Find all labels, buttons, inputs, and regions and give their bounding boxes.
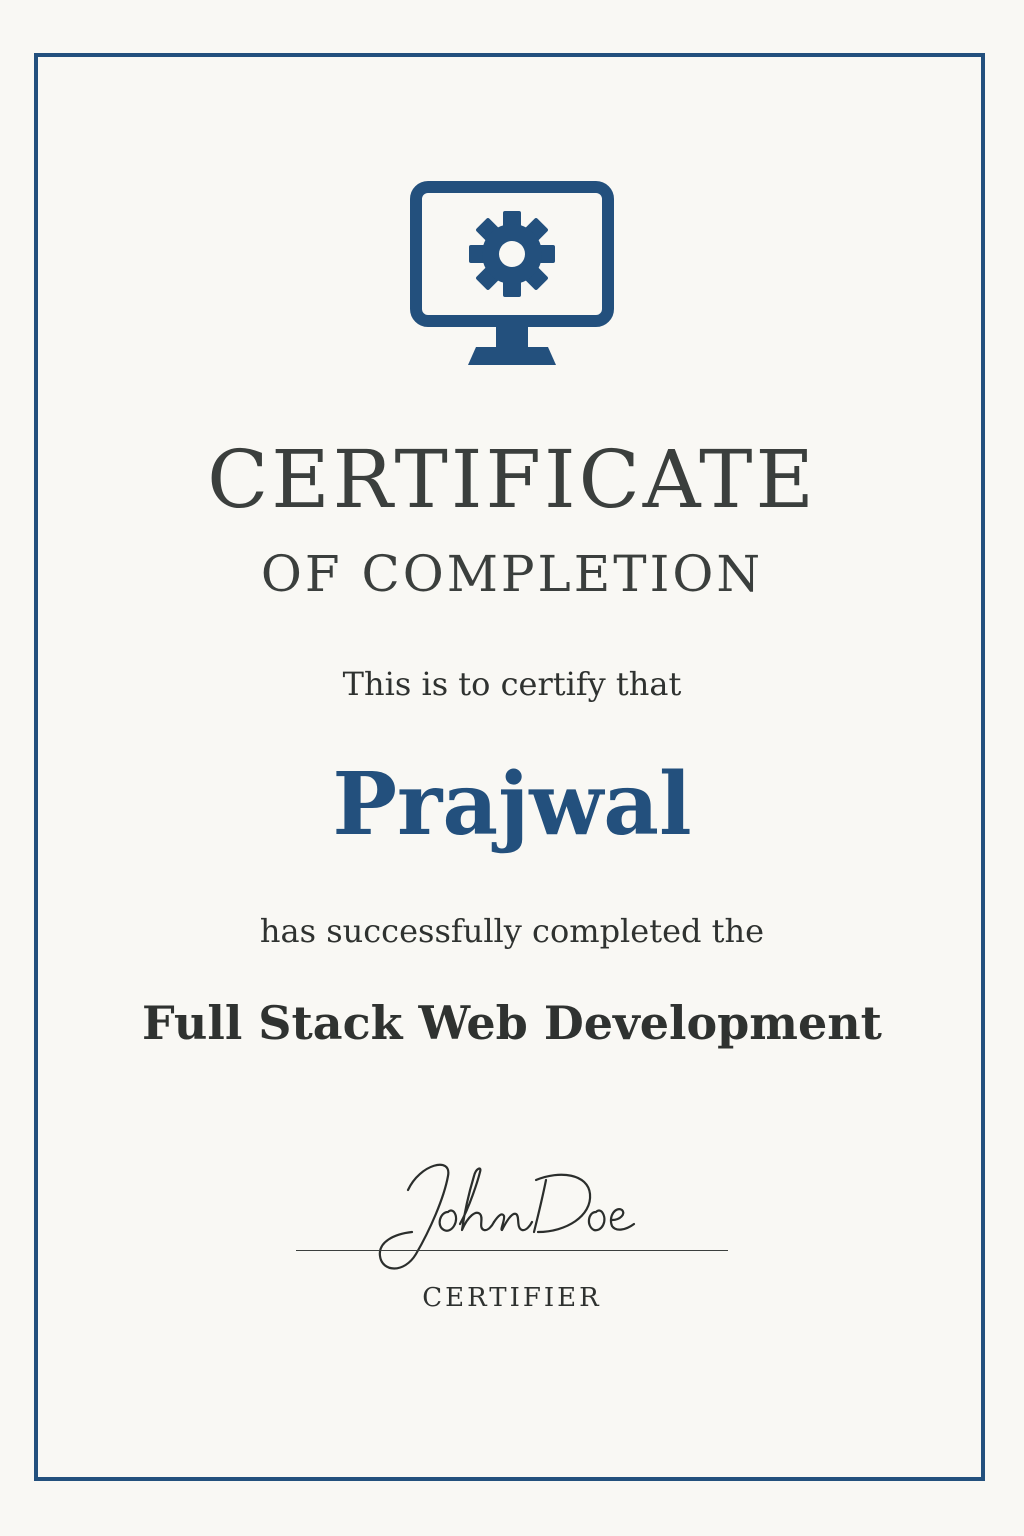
gear-icon: [469, 211, 555, 297]
computer-monitor-gear-icon: [410, 181, 614, 371]
certificate-subtitle: OF COMPLETION: [260, 545, 764, 603]
signature-line: [296, 1250, 728, 1251]
completion-text: has successfully completed the: [259, 912, 765, 950]
intro-text: This is to certify that: [342, 665, 682, 703]
course-name: Full Stack Web Development: [142, 996, 882, 1050]
recipient-name: Prajwal: [332, 754, 692, 855]
certificate-title: CERTIFICATE: [207, 433, 817, 526]
signature: [360, 1150, 660, 1280]
signer-role: CERTIFIER: [422, 1283, 602, 1313]
